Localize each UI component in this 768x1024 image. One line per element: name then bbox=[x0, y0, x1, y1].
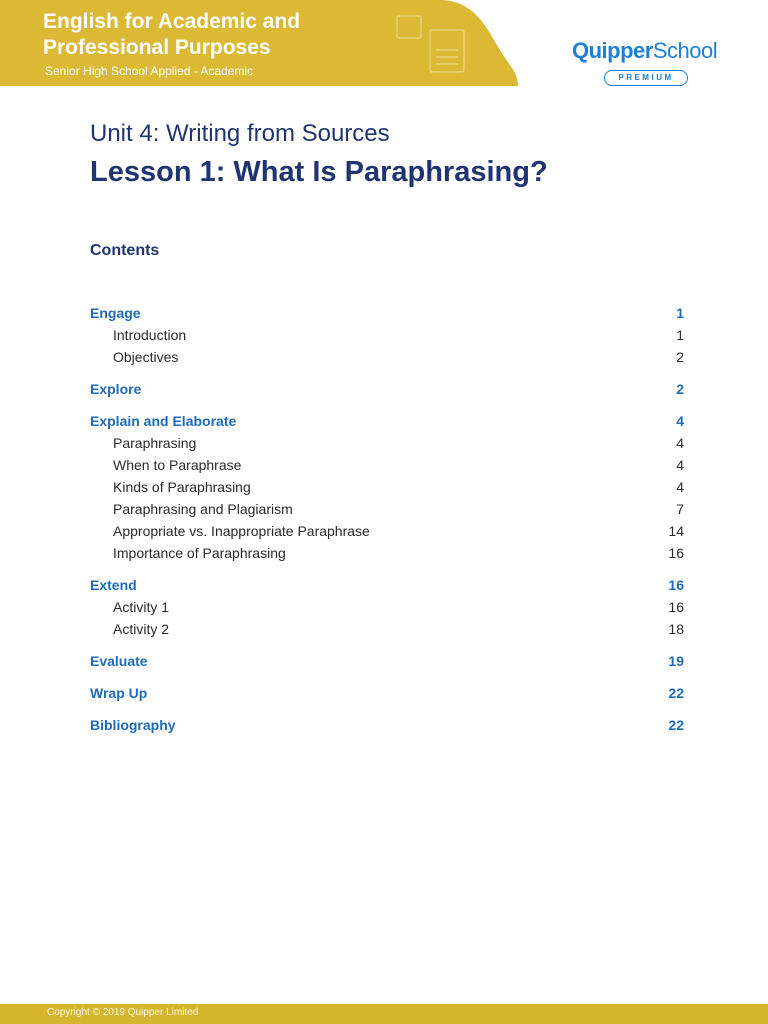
logo-brand-light: School bbox=[652, 38, 718, 63]
toc-section-entry[interactable] bbox=[90, 302, 684, 324]
toc-entry-page: 4 bbox=[676, 457, 684, 473]
toc-entry-label: Bibliography bbox=[90, 717, 176, 733]
lesson-title: Lesson 1: What Is Paraphrasing? bbox=[90, 156, 548, 188]
unit-title: Unit 4: Writing from Sources bbox=[90, 120, 390, 147]
toc-entry-page: 7 bbox=[676, 501, 684, 517]
toc-entry-label: Kinds of Paraphrasing bbox=[113, 479, 251, 495]
toc-entry-label: Evaluate bbox=[90, 653, 148, 669]
toc-entry-label: Activity 2 bbox=[113, 621, 170, 637]
toc-sub-entry[interactable] bbox=[90, 476, 684, 498]
header-banner bbox=[0, 0, 520, 86]
toc-entry-label: When to Paraphrase bbox=[113, 457, 242, 473]
course-subtitle: Senior High School Applied - Academic bbox=[45, 64, 254, 78]
toc-sub-entry[interactable] bbox=[90, 324, 684, 346]
footer-bar bbox=[0, 1004, 768, 1024]
toc-sub-entry[interactable] bbox=[90, 432, 684, 454]
toc-entry-label: Engage bbox=[90, 305, 141, 321]
toc-sub-entry[interactable] bbox=[90, 542, 684, 564]
toc-entry-page: 2 bbox=[676, 349, 684, 365]
course-title: English for Academic and Professional Purposes bbox=[43, 10, 301, 59]
toc-entry-page: 18 bbox=[668, 621, 684, 637]
logo-wordmark bbox=[572, 38, 717, 63]
toc-entry-label: Wrap Up bbox=[90, 685, 148, 701]
toc-sub-entry[interactable] bbox=[90, 618, 684, 640]
toc-entry-page: 4 bbox=[676, 479, 684, 495]
toc-entry-label: Explain and Elaborate bbox=[90, 413, 237, 429]
toc-entry-page: 22 bbox=[668, 717, 684, 733]
copyright-text: Copyright © 2019 Quipper Limited bbox=[47, 1007, 199, 1018]
toc-entry-page: 1 bbox=[676, 305, 684, 321]
toc-section-entry[interactable] bbox=[90, 574, 684, 596]
toc-section-entry[interactable] bbox=[90, 714, 684, 736]
toc-section-entry[interactable] bbox=[90, 650, 684, 672]
toc-entry-label: Introduction bbox=[113, 327, 187, 343]
toc-entry-page: 1 bbox=[676, 327, 684, 343]
premium-badge: PREMIUM bbox=[604, 70, 688, 86]
toc-sub-entry[interactable] bbox=[90, 520, 684, 542]
toc-entry-page: 19 bbox=[668, 653, 684, 669]
toc-entry-label: Importance of Paraphrasing bbox=[113, 545, 286, 561]
toc-entry-page: 16 bbox=[668, 545, 684, 561]
toc-sub-entry[interactable] bbox=[90, 596, 684, 618]
toc-entry-page: 16 bbox=[668, 577, 684, 593]
toc-entry-page: 4 bbox=[676, 413, 684, 429]
toc-entry-label: Paraphrasing and Plagiarism bbox=[113, 501, 293, 517]
toc-entry-label: Extend bbox=[90, 577, 137, 593]
toc-entry-page: 14 bbox=[668, 523, 684, 539]
quipper-school-logo bbox=[572, 38, 722, 88]
toc-section-entry[interactable] bbox=[90, 410, 684, 432]
toc-sub-entry[interactable] bbox=[90, 454, 684, 476]
toc-entry-label: Activity 1 bbox=[113, 599, 170, 615]
toc-sub-entry[interactable] bbox=[90, 498, 684, 520]
toc-entry-page: 2 bbox=[676, 381, 684, 397]
contents-heading: Contents bbox=[90, 242, 160, 259]
toc-entry-page: 22 bbox=[668, 685, 684, 701]
toc-entry-label: Explore bbox=[90, 381, 142, 397]
toc-section-entry[interactable] bbox=[90, 682, 684, 704]
toc-entry-page: 16 bbox=[668, 599, 684, 615]
toc-entry-label: Appropriate vs. Inappropriate Paraphrase bbox=[113, 523, 370, 539]
toc-entry-label: Objectives bbox=[113, 349, 179, 365]
toc-sub-entry[interactable] bbox=[90, 346, 684, 368]
table-of-contents bbox=[90, 302, 684, 736]
toc-entry-page: 4 bbox=[676, 435, 684, 451]
toc-section-entry[interactable] bbox=[90, 378, 684, 400]
logo-brand-bold: Quipper bbox=[572, 38, 653, 63]
toc-entry-label: Paraphrasing bbox=[113, 435, 197, 451]
